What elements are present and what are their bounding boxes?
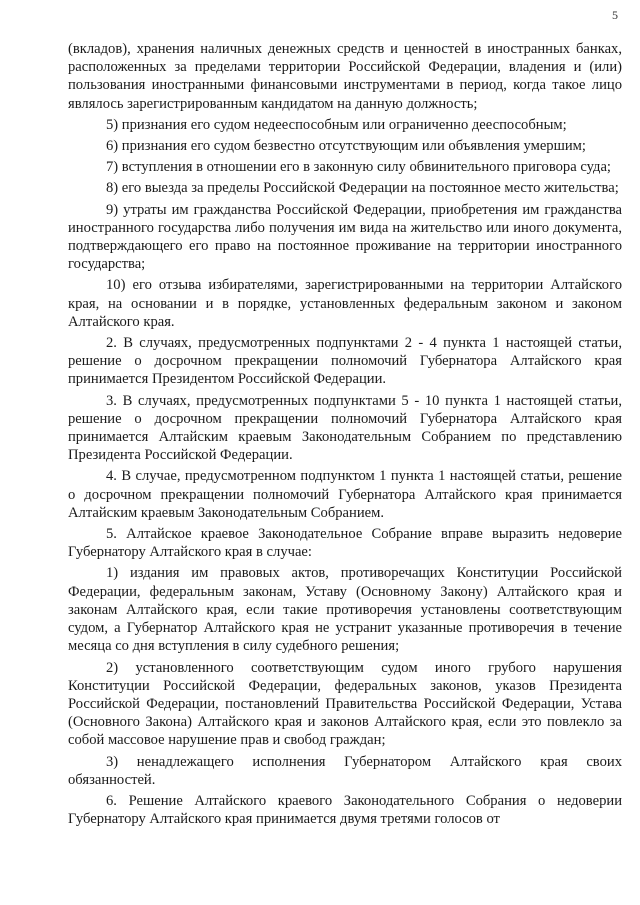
paragraph: 6. Решение Алтайского краевого Законодательного Собрания о недоверии Губернатору Алтайского края принимается двумя третями голосов от (68, 792, 622, 828)
paragraph: 2. В случаях, предусмотренных подпунктами 2 - 4 пункта 1 настоящей статьи, решение о досрочном прекращении полномочий Губернатора Алтайского края принимается Президентом Российской Федерации. (68, 335, 622, 388)
paragraph: 3) ненадлежащего исполнения Губернатором Алтайского края своих обязанностей. (68, 753, 622, 788)
paragraph: 6) признания его судом безвестно отсутствующим или объявления умершим; (106, 138, 586, 155)
paragraph: 9) утраты им гражданства Российской Федерации, приобретения им гражданства иностранного государства либо получения им вида на жительство или иного документа, подтверждающего его право на постоянное проживание на территории иностранного государства; (68, 201, 622, 273)
paragraph: 4. В случае, предусмотренном подпунктом 1 пункта 1 настоящей статьи, решение о досрочном прекращении полномочий Губернатора Алтайского края принимается Алтайским краевым Законодательным Собранием. (68, 468, 622, 521)
page-number: 5 (612, 8, 618, 22)
paragraph: 5. Алтайское краевое Законодательное Собрание вправе выразить недоверие Губернатору Алтайского края в случае: (68, 526, 622, 561)
paragraph: 1) издания им правовых актов, противоречащих Конституции Российской Федерации, федеральным законам, Уставу (Основному Закону) Алтайского края и законам Алтайского края, если такие противоречия установлены соответствующим судом, а Губернатор Алтайского края не устранит указанные противоречия в течение месяца со дня вступления в силу судебного решения; (68, 565, 622, 655)
paragraph: 3. В случаях, предусмотренных подпунктами 5 - 10 пункта 1 настоящей статьи, решение о досрочном прекращении полномочий Губернатора Алтайского края принимается Алтайским краевым Законодательным Собранием по представлению Президента Российской Федерации. (68, 392, 622, 464)
document-body (68, 40, 622, 828)
paragraph: 5) признания его судом недееспособным или ограниченно дееспособным; (106, 116, 567, 133)
paragraph: 10) его отзыва избирателями, зарегистрированными на территории Алтайского края, на основании и в порядке, установленных федеральным законом и законом Алтайского края. (68, 277, 622, 330)
paragraph: (вкладов), хранения наличных денежных средств и ценностей в иностранных банках, расположенных за пределами территории Российской Федерации, владения и (или) пользования иностранными финансовыми инструментами в период, когда такое лицо являлось зарегистрированным кандидатом на данную должность; (68, 41, 622, 112)
paragraph: 2) установленного соответствующим судом иного грубого нарушения Конституции Российской Федерации, федеральных законов, указов Президента Российской Федерации, постановлений Правительства Российской Федерации, Устава (Основного Закона) Алтайского края и законов Алтайского края, если это повлекло за собой массовое нарушение прав и свобод граждан; (68, 659, 622, 749)
paragraph: 8) его выезда за пределы Российской Федерации на постоянное место жительства; (106, 180, 619, 197)
paragraph: 7) вступления в отношении его в законную силу обвинительного приговора суда; (106, 159, 611, 176)
